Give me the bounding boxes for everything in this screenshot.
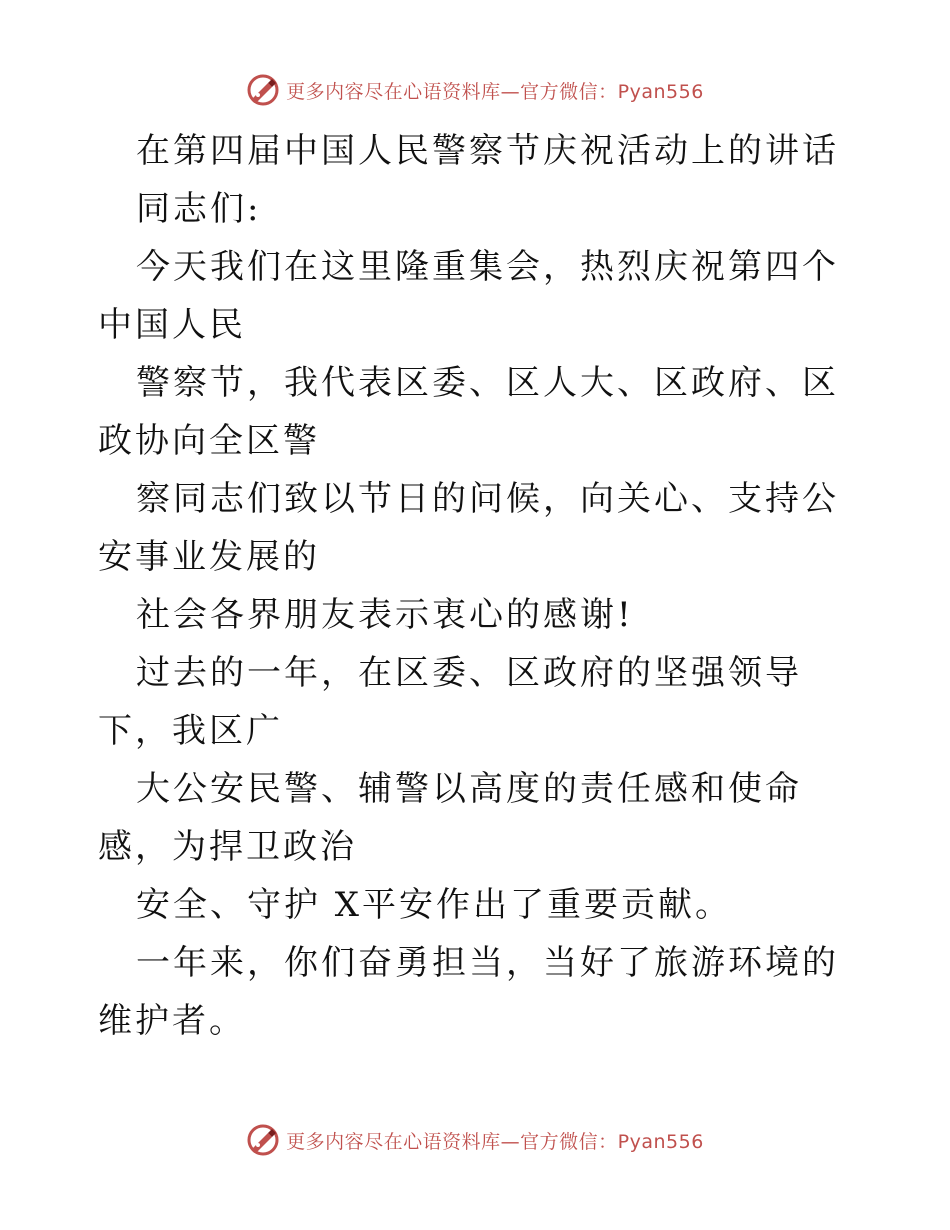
footer-banner-content (246, 1123, 704, 1157)
header-banner (0, 70, 950, 110)
paragraph: 安全、守护 X平安作出了重要贡献。 (136, 885, 733, 925)
paragraph: 今天我们在这里隆重集会，热烈庆祝第四个中国人民 (98, 247, 839, 345)
footer-banner (0, 1120, 950, 1160)
paragraph: 大公安民警、辅警以高度的责任感和使命感，为捍卫政治 (98, 769, 802, 867)
pen-logo-icon (246, 73, 280, 107)
paragraph: 过去的一年，在区委、区政府的坚强领导下，我区广 (98, 653, 802, 751)
pen-logo-icon (246, 1123, 280, 1157)
footer-banner-text: 更多内容尽在心语资料库—官方微信：Pyan556 (286, 1130, 704, 1153)
paragraph: 察同志们致以节日的问候，向关心、支持公安事业发展的 (98, 479, 839, 577)
paragraph: 警察节，我代表区委、区人大、区政府、区政协向全区警 (98, 363, 839, 461)
document-title: 在第四届中国人民警察节庆祝活动上的讲话 (136, 131, 839, 171)
paragraph: 社会各界朋友表示衷心的感谢! (136, 595, 634, 635)
header-banner-content (246, 73, 704, 107)
salutation: 同志们: (136, 189, 262, 229)
document-body (98, 122, 858, 1050)
header-banner-text: 更多内容尽在心语资料库—官方微信：Pyan556 (286, 80, 704, 103)
paragraph: 一年来，你们奋勇担当，当好了旅游环境的维护者。 (98, 943, 839, 1041)
